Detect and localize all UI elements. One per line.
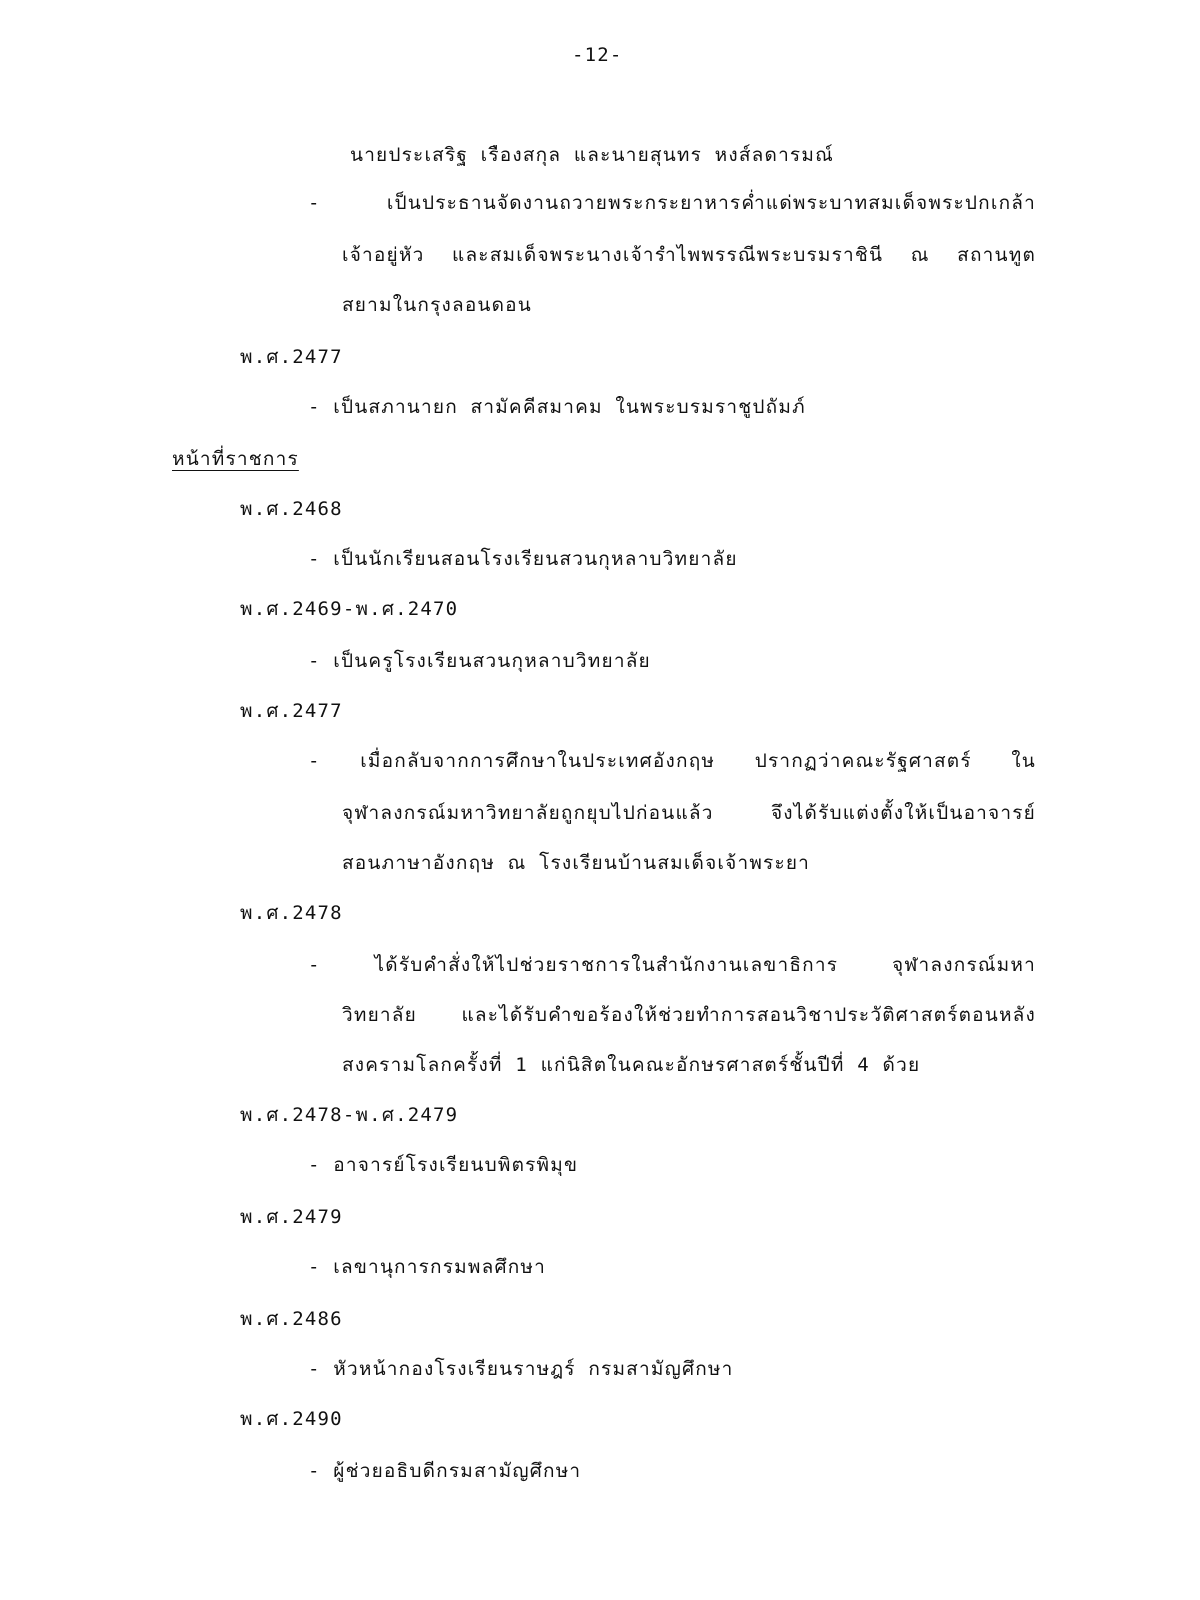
continuation-line: สงครามโลกครั้งที่ 1 แก่นิสิตในคณะอักษรศาสตร์ชั้นปีที่ 4 ด้วย — [342, 1054, 921, 1076]
continuation-line: สอนภาษาอังกฤษ ณ โรงเรียนบ้านสมเด็จเจ้าพระยา — [342, 852, 811, 874]
continuation-line: จุฬาลงกรณ์มหาวิทยาลัยถูกยุบไปก่อนแล้ว จึงได้รับแต่งตั้งให้เป็นอาจารย์ — [342, 802, 1036, 824]
bullet-line: - เป็นครูโรงเรียนสวนกุหลาบวิทยาลัย — [308, 650, 651, 672]
continuation-line: วิทยาลัย และได้รับคำขอร้องให้ช่วยทำการสอนวิชาประวัติศาสตร์ตอนหลัง — [342, 1004, 1036, 1026]
year-heading: พ.ศ.2486 — [240, 1308, 343, 1330]
continuation-line: นายประเสริฐ เรืองสกุล และนายสุนทร หงส์ลดารมณ์ — [350, 144, 834, 166]
bullet-line: - เป็นนักเรียนสอนโรงเรียนสวนกุหลาบวิทยาลัย — [308, 548, 738, 570]
year-heading: พ.ศ.2478 — [240, 902, 343, 924]
bullet-line: - เป็นประธานจัดงานถวายพระกระยาหารค่ำแด่พระบาทสมเด็จพระปกเกล้า — [308, 192, 1036, 214]
bullet-line: - ผู้ช่วยอธิบดีกรมสามัญศึกษา — [308, 1460, 582, 1482]
year-heading: พ.ศ.2477 — [240, 700, 343, 722]
year-heading: พ.ศ.2468 — [240, 498, 343, 520]
section-title: หน้าที่ราชการ — [172, 448, 299, 470]
bullet-line: - เป็นสภานายก สามัคคีสมาคม ในพระบรมราชูปถัมภ์ — [308, 396, 806, 418]
bullet-line: - หัวหน้ากองโรงเรียนราษฎร์ กรมสามัญศึกษา — [308, 1358, 734, 1380]
bullet-line: - เลขานุการกรมพลศึกษา — [308, 1256, 546, 1278]
bullet-line: - เมื่อกลับจากการศึกษาในประเทศอังกฤษ ปรากฏว่าคณะรัฐศาสตร์ ใน — [308, 750, 1036, 772]
continuation-line: สยามในกรุงลอนดอน — [342, 294, 532, 316]
year-heading: พ.ศ.2469-พ.ศ.2470 — [240, 598, 459, 620]
year-heading: พ.ศ.2478-พ.ศ.2479 — [240, 1104, 459, 1126]
year-heading: พ.ศ.2479 — [240, 1206, 343, 1228]
bullet-line: - อาจารย์โรงเรียนบพิตรพิมุข — [308, 1154, 579, 1176]
year-heading: พ.ศ.2490 — [240, 1408, 343, 1430]
bullet-line: - ได้รับคำสั่งให้ไปช่วยราชการในสำนักงานเลขาธิการ จุฬาลงกรณ์มหา — [308, 954, 1036, 976]
page-number: -12- — [572, 44, 623, 66]
year-heading: พ.ศ.2477 — [240, 346, 343, 368]
continuation-line: เจ้าอยู่หัว และสมเด็จพระนางเจ้ารำไพพรรณีพระบรมราชินี ณ สถานทูต — [342, 244, 1036, 266]
